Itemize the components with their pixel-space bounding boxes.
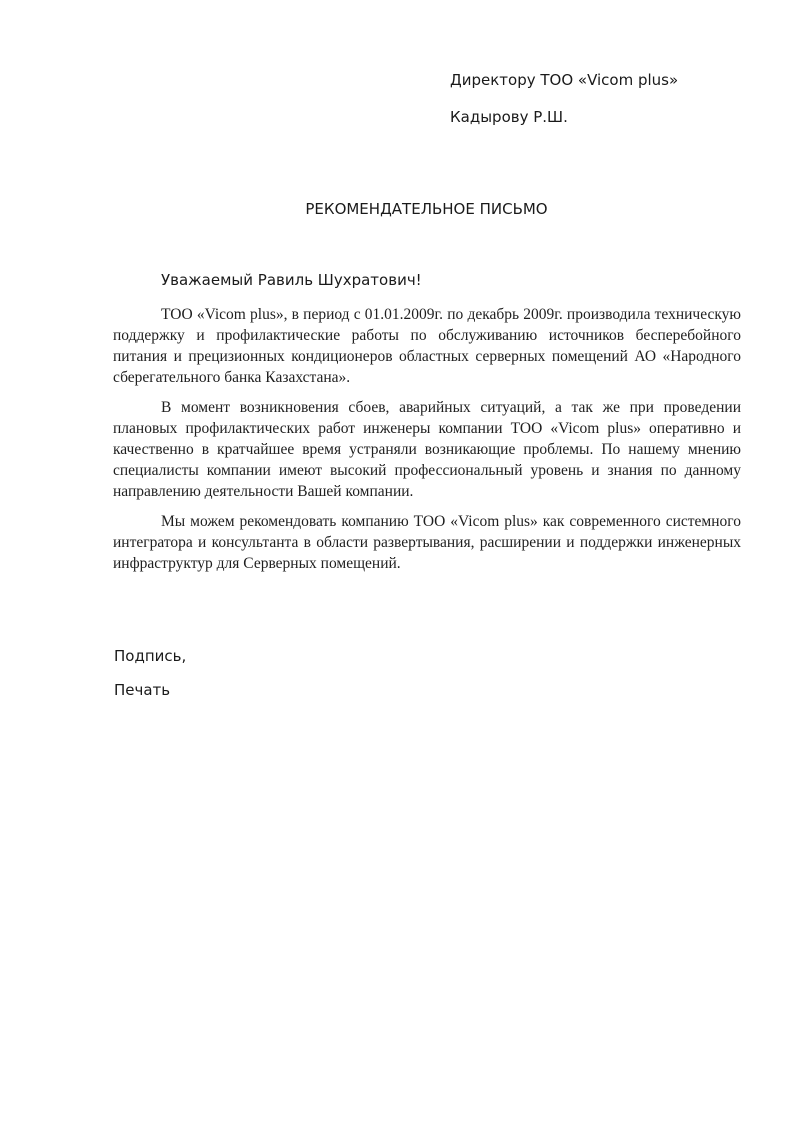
- body-paragraph-1: ТОО «Vicom plus», в период с 01.01.2009г. по декабрь 2009г. производила техническую поддержку и профилактические работы по обслуживанию источников бесперебойного питания и прецизионных кондиционеров областных серверных помещений АО «Народного сберегательного банка Казахстана».: [113, 306, 741, 386]
- body-paragraph-2: В момент возникновения сбоев, аварийных ситуаций, а так же при проведении плановых профилактических работ инженеры компании ТОО «Vicom plus» оперативно и качественно в кратчайшее время устраняли возникающие проблемы. По нашему мнению специалисты компании имеют высокий профессиональный уровень и знания по данному направлению деятельности Вашей компании.: [113, 399, 741, 500]
- recipient-block: [450, 70, 678, 127]
- recipient-line-2: Кадырову Р.Ш.: [450, 108, 568, 126]
- signature-label: Подпись,: [114, 647, 187, 665]
- stamp-label: Печать: [114, 681, 171, 699]
- letter-title: РЕКОМЕНДАТЕЛЬНОЕ ПИСЬМО: [305, 200, 548, 218]
- salutation: Уважаемый Равиль Шухратович!: [161, 271, 422, 289]
- body-paragraph-3: Мы можем рекомендовать компанию ТОО «Vicom plus» как современного системного интегратора и консультанта в области развертывания, расширении и поддержки инженерных инфраструктур для Серверных помещений.: [113, 513, 741, 572]
- letter-body: [113, 304, 741, 574]
- closing-block: [114, 646, 186, 700]
- recipient-line-1: Директору ТОО «Vicom plus»: [450, 71, 679, 89]
